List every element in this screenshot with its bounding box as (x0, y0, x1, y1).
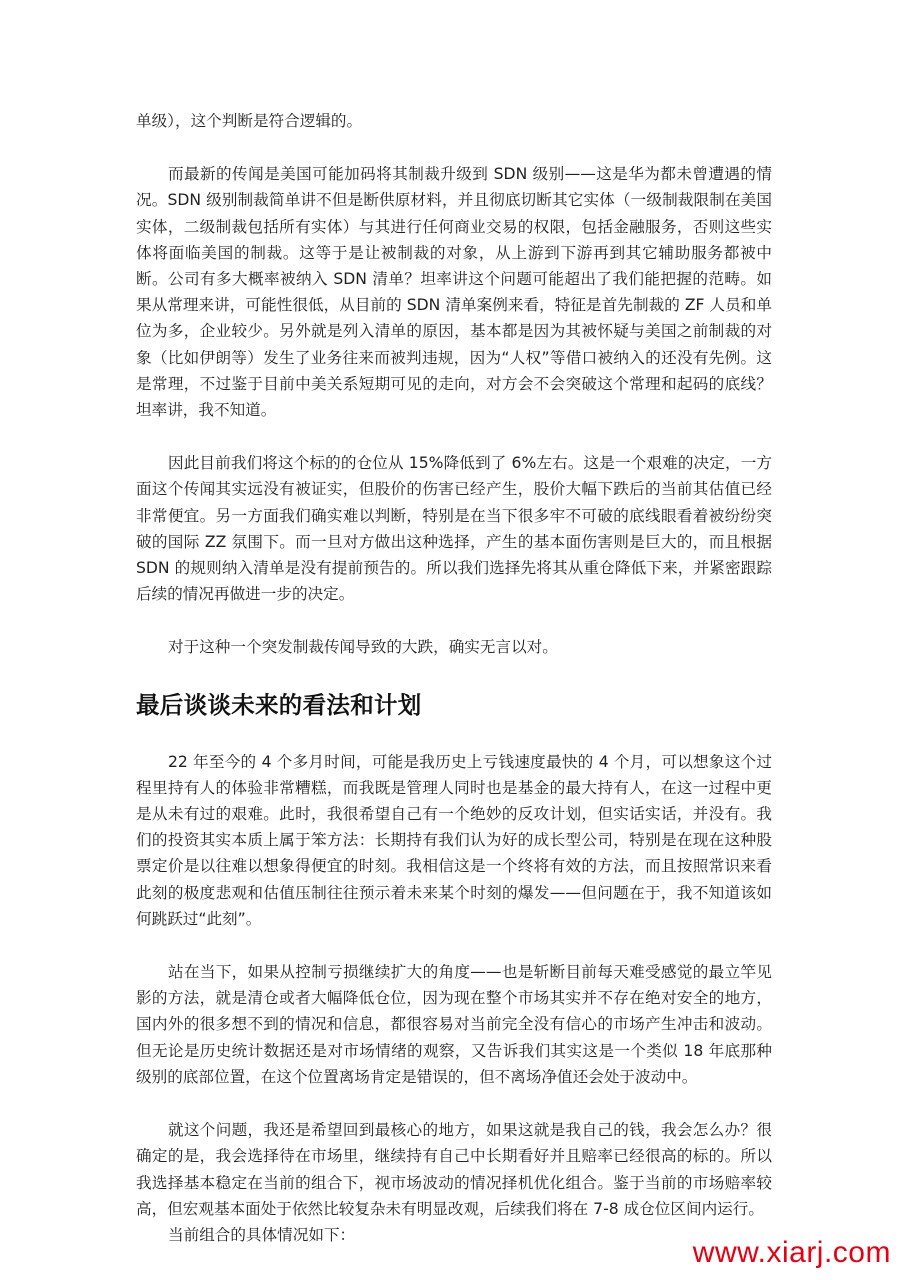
closing-line: 当前组合的具体情况如下： (168, 1225, 356, 1244)
paragraph-four-months: 22 年至今的 4 个多月时间，可能是我历史上亏钱速度最快的 4 个月，可以想象这个过程里持有人的体验非常糟糕，而我既是管理人同时也是基金的最大持有人，在这一过程中更是从未有过的艰难。此时，我很希望自己有一个绝妙的反攻计划，但实话实话，并没有。我们的投资其实本质上属于笨方法：长期持有我们认为好的成长型公司，特别是在现在这种股票定价是以往难以想象得便宜的时刻。我相信这是一个终将有效的方法，而且按照常识来看此刻的极度悲观和估值压制往往预示着未来某个时刻的爆发——但问题在于，我不知道该如何跳跃过“此刻”。 (136, 752, 772, 928)
section-heading: 最后谈谈未来的看法和计划 (136, 690, 422, 719)
paragraph-speechless: 对于这种一个突发制裁传闻导致的大跌，确实无言以对。 (168, 638, 558, 657)
paragraph-sdn-rumor: 而最新的传闻是美国可能加码将其制裁升级到 SDN 级别——这是华为都未曾遭遇的情况。SDN 级别制裁简单讲不但是断供原材料，并且彻底切断其它实体（一级制裁限制在美国实体，二级制裁包括所有实体）与其进行任何商业交易的权限，包括金融服务，否则这些实体将面临美国的制裁。这等于是让被制裁的对象，从上游到下游再到其它辅助服务都被中断。公司有多大概率被纳入 SDN 清单？坦率讲这个问题可能超出了我们能把握的范畴。如果从常理来讲，可能性很低，从目前的 SDN 清单案例来看，特征是首先制裁的 ZF 人员和单位为多，企业较少。另外就是列入清单的原因，基本都是因为其被怀疑与美国之前制裁的对象（比如伊朗等）发生了业务往来而被判违规，因为“人权”等借口被纳入的还没有先例。这是常理，不过鉴于目前中美关系短期可见的走向，对方会不会突破这个常理和起码的底线？坦率讲，我不知道。 (136, 165, 772, 420)
watermark-logo: www.xiarj.com (692, 1236, 891, 1269)
paragraph-standing-now: 站在当下，如果从控制亏损继续扩大的角度——也是斩断目前每天难受感觉的最立竿见影的方法，就是清仓或者大幅降低仓位，因为现在整个市场其实并不存在绝对安全的地方，国内外的很多想不到的情况和信息，都很容易对当前完全没有信心的市场产生冲击和波动。但无论是历史统计数据还是对市场情绪的观察，又告诉我们其实这是一个类似 18 年底那种级别的底部位置，在这个位置离场肯定是错误的，但不离场净值还会处于波动中。 (136, 963, 772, 1086)
paragraph-position-cut: 因此目前我们将这个标的的仓位从 15%降低到了 6%左右。这是一个艰难的决定，一方面这个传闻其实远没有被证实，但股价的伤害已经产生，股价大幅下跌后的当前其估值已经非常便宜。另一方面我们确实难以判断，特别是在当下很多牢不可破的底线眼看着被纷纷突破的国际 ZZ 氛围下。而一旦对方做出这种选择，产生的基本面伤害则是巨大的，而且根据 SDN 的规则纳入清单是没有提前预告的。所以我们选择先将其从重仓降低下来，并紧密跟踪后续的情况再做进一步的决定。 (136, 454, 772, 604)
section-heading-block (136, 689, 772, 721)
paragraph-core-question: 就这个问题，我还是希望回到最核心的地方，如果这就是我自己的钱，我会怎么办？很确定的是，我会选择待在市场里，继续持有自己中长期看好并且赔率已经很高的标的。所以我选择基本稳定在当前的组合下，视市场波动的情况择机优化组合。鉴于当前的市场赔率较高，但宏观基本面处于依然比较复杂未有明显改观，后续我们将在 7-8 成仓位区间内运行。 (136, 1121, 772, 1218)
document-body (136, 108, 772, 1248)
lead-fragment: 单级），这个判断是符合逻辑的。 (136, 112, 363, 130)
